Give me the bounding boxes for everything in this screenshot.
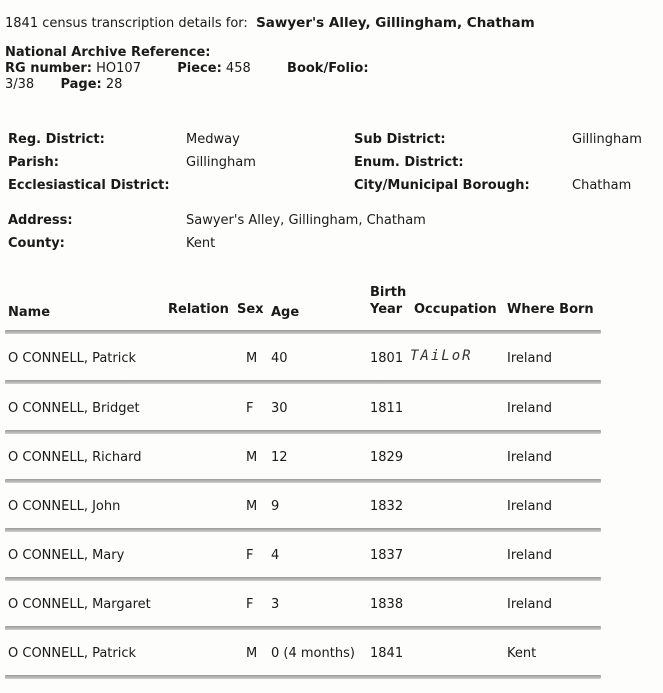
archive-line-2	[5, 77, 122, 92]
parish-label: Parish:	[8, 155, 60, 170]
cell-name: O CONNELL, Bridget	[8, 401, 140, 416]
cell-age: 0 (4 months)	[271, 646, 355, 661]
cell-birth-year: 1841	[370, 646, 404, 661]
cell-age: 3	[271, 597, 280, 612]
archive-line	[5, 61, 369, 76]
cell-where-born: Kent	[507, 646, 537, 661]
col-name: Name	[8, 305, 51, 320]
cell-sex: F	[246, 597, 254, 612]
piece-value: 458	[225, 61, 251, 76]
cell-birth-year: 1801	[370, 351, 404, 366]
col-birth-1: Birth	[370, 285, 407, 300]
cell-birth-year: 1838	[370, 597, 404, 612]
col-age: Age	[271, 305, 300, 320]
cell-name: O CONNELL, Patrick	[8, 351, 137, 366]
row-divider	[5, 675, 601, 679]
cell-name: O CONNELL, Margaret	[8, 597, 151, 612]
row-divider	[5, 528, 601, 532]
cell-sex: F	[246, 401, 254, 416]
cell-where-born: Ireland	[507, 351, 552, 366]
row-divider	[5, 577, 601, 581]
row-divider	[5, 626, 601, 630]
cell-age: 12	[271, 450, 288, 465]
col-relation: Relation	[168, 302, 229, 317]
page-value: 28	[105, 77, 123, 92]
sub-district-label: Sub District:	[354, 132, 446, 147]
cell-sex: F	[246, 548, 254, 563]
row-divider	[5, 430, 601, 434]
col-sex: Sex	[237, 302, 264, 317]
reg-district-label: Reg. District:	[8, 132, 105, 147]
parish-value: Gillingham	[186, 155, 256, 170]
header-divider	[5, 330, 601, 334]
cell-name: O CONNELL, Richard	[8, 450, 142, 465]
col-birth-2: Year	[370, 302, 403, 317]
address-value: Sawyer's Alley, Gillingham, Chatham	[186, 213, 426, 228]
cell-sex: M	[246, 646, 258, 661]
cell-where-born: Ireland	[507, 450, 552, 465]
cell-name: O CONNELL, Mary	[8, 548, 125, 563]
title-prefix: 1841 census transcription details for:	[5, 16, 248, 31]
title-place: Sawyer's Alley, Gillingham, Chatham	[256, 15, 535, 31]
cell-occupation-handwritten: TAiLoR	[410, 348, 473, 364]
piece-label: Piece:	[177, 61, 222, 76]
row-divider	[5, 479, 601, 483]
cell-birth-year: 1811	[370, 401, 404, 416]
reg-district-value: Medway	[186, 132, 240, 147]
page-label: Page:	[60, 77, 102, 92]
rg-value: HO107	[96, 61, 141, 76]
cell-age: 30	[271, 401, 288, 416]
sub-district-value: Gillingham	[572, 132, 642, 147]
cell-age: 40	[271, 351, 288, 366]
archive-heading: National Archive Reference:	[5, 45, 211, 60]
address-label: Address:	[8, 213, 73, 228]
folio-value: 3/38	[5, 77, 35, 92]
cell-where-born: Ireland	[507, 401, 552, 416]
county-value: Kent	[186, 236, 216, 251]
page-title	[5, 15, 535, 31]
city-value: Chatham	[572, 178, 632, 193]
ecclesiastical-label: Ecclesiastical District:	[8, 178, 170, 193]
cell-birth-year: 1837	[370, 548, 404, 563]
rg-label: RG number:	[5, 61, 92, 76]
cell-where-born: Ireland	[507, 499, 552, 514]
cell-age: 9	[271, 499, 280, 514]
folio-label: Book/Folio:	[287, 61, 369, 76]
cell-age: 4	[271, 548, 280, 563]
row-divider	[5, 380, 601, 384]
cell-sex: M	[246, 450, 258, 465]
col-where-born: Where Born	[507, 302, 594, 317]
cell-where-born: Ireland	[507, 597, 552, 612]
cell-birth-year: 1829	[370, 450, 404, 465]
enum-district-label: Enum. District:	[354, 155, 464, 170]
cell-birth-year: 1832	[370, 499, 404, 514]
cell-name: O CONNELL, John	[8, 499, 121, 514]
cell-sex: M	[246, 351, 258, 366]
county-label: County:	[8, 236, 65, 251]
cell-where-born: Ireland	[507, 548, 552, 563]
col-occupation: Occupation	[414, 302, 497, 317]
cell-sex: M	[246, 499, 258, 514]
city-label: City/Municipal Borough:	[354, 178, 530, 193]
cell-name: O CONNELL, Patrick	[8, 646, 137, 661]
